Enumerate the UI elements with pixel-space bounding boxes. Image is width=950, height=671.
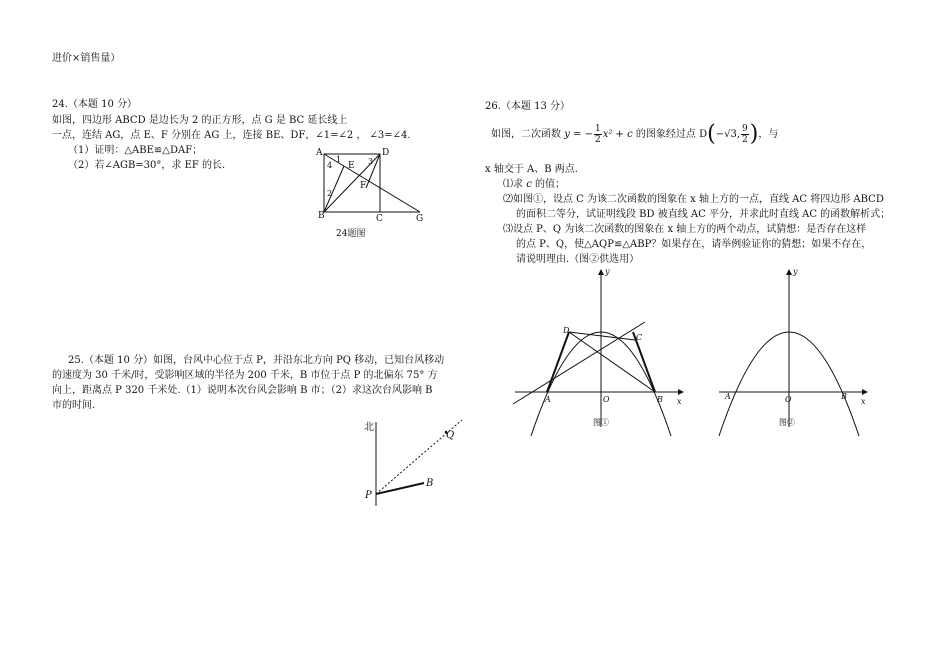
q26-header: 26.（本题 13 分）	[485, 101, 570, 112]
q24-part1: （1）证明：△ABE≌△DAF；	[68, 145, 203, 156]
q26-line2: x 轴交于 A、B 两点.	[485, 164, 578, 175]
q25-line2: 的速度为 30 千米/时，受影响区域的半径为 200 千米，B 市位于点 P 的北偏东 75° 方	[52, 370, 438, 381]
q26-part3-line2: 的点 P、Q，使△AQP≌△ABP？如果存在，请举例验证你的猜想；如果不存在，	[516, 239, 872, 250]
eq-y: y	[564, 129, 570, 140]
label-g: G	[416, 214, 424, 224]
label-f: F	[360, 181, 367, 191]
north-label: 北	[364, 422, 374, 433]
label-y: y	[605, 267, 610, 276]
label-y: y	[793, 267, 798, 276]
intro-b: 的图象经过点 D	[635, 129, 708, 140]
q25-line3: 向上，距离点 P 320 千米处.（1）说明本次台风会影响 B 市；（2）求这次台风影响 B	[52, 385, 433, 396]
q24-part2: （2）若∠AGB=30°，求 EF 的长.	[68, 160, 226, 171]
q24-caption: 24题图	[336, 229, 366, 239]
angle-1: 1	[336, 155, 342, 164]
label-o: O	[785, 395, 792, 404]
continued-text: 进价×销售量）	[52, 53, 121, 64]
q26-part1: ⑴求 c 的值；	[503, 179, 565, 190]
segment-ad	[547, 332, 569, 392]
q26-part2-line1: ⑵如图①，设点 C 为该二次函数的图象在 x 轴上方的一点，直线 AC 将四边形 ABCD	[503, 194, 884, 205]
q25-figure	[350, 410, 470, 510]
pt-x: −√3,	[715, 129, 740, 140]
fig1-caption: 图①	[593, 418, 609, 427]
q26-part3-line1: ⑶设点 P、Q 为该二次函数的图象在 x 轴上方的两个动点，试猜想：是否存在这样	[503, 224, 867, 235]
label-b: B	[318, 211, 325, 221]
label-b: B	[657, 395, 663, 404]
fig2-caption: 图②	[779, 418, 795, 427]
label-d: D	[382, 148, 390, 158]
q24-line1: 如图，四边形 ABCD 是边长为 2 的正方形，点 G 是 BC 延长线上	[52, 115, 348, 126]
angle-2: 2	[327, 189, 333, 198]
q24-header: 24.（本题 10 分）	[52, 99, 137, 110]
q25-line1: 25.（本题 10 分）如图，台风中心位于点 P，并沿东北方向 PQ 移动，已知台风移动	[68, 355, 445, 366]
intro-c: ，与	[758, 129, 779, 140]
label-a: A	[725, 392, 731, 401]
label-a: A	[545, 395, 551, 404]
angle-3: 3	[368, 157, 374, 166]
q26-figure-1	[505, 262, 695, 437]
label-c: C	[636, 333, 643, 342]
label-q: Q	[446, 430, 455, 441]
q25-line4: 市的时间.	[52, 400, 96, 411]
label-b: B	[426, 478, 434, 489]
intro-a: 如图，二次函数	[491, 129, 561, 140]
q26-part3-line3: 请说明理由.（图②供选用）	[516, 254, 640, 265]
label-d: D	[563, 326, 570, 335]
angle-4: 4	[327, 161, 333, 170]
label-x: x	[861, 397, 866, 406]
eq-rest: x² + c	[602, 129, 633, 140]
label-b: B	[841, 392, 847, 401]
label-o: O	[603, 395, 610, 404]
label-a: A	[316, 148, 323, 158]
eq-frac: $\frac{1}{2}$	[594, 124, 601, 145]
q24-line2: 一点，连结 AG，点 E、F 分别在 AG 上，连接 BE、DF，∠1=∠2 ， ∠3=∠4.	[52, 130, 411, 141]
eq-eq: = −	[569, 129, 593, 140]
label-c: C	[376, 214, 383, 224]
q26-figure-2	[715, 262, 875, 437]
segment-pb	[376, 483, 424, 494]
q26-part2-line2: 的面积二等分，试证明线段 BD 被直线 AC 平分，并求此时直线 AC 的函数解析式；	[516, 209, 891, 220]
q26-intro: 如图，二次函数 y = − $\frac{1}{2}$ x² + c 的图象经过点 D(−√3, $\frac{9}{2}$ )，与	[491, 121, 779, 147]
pt-frac: $\frac{9}{2}$	[741, 124, 748, 145]
q24-figure	[310, 146, 440, 241]
label-p: P	[365, 490, 372, 501]
label-e: E	[348, 161, 355, 171]
label-x: x	[677, 397, 682, 406]
